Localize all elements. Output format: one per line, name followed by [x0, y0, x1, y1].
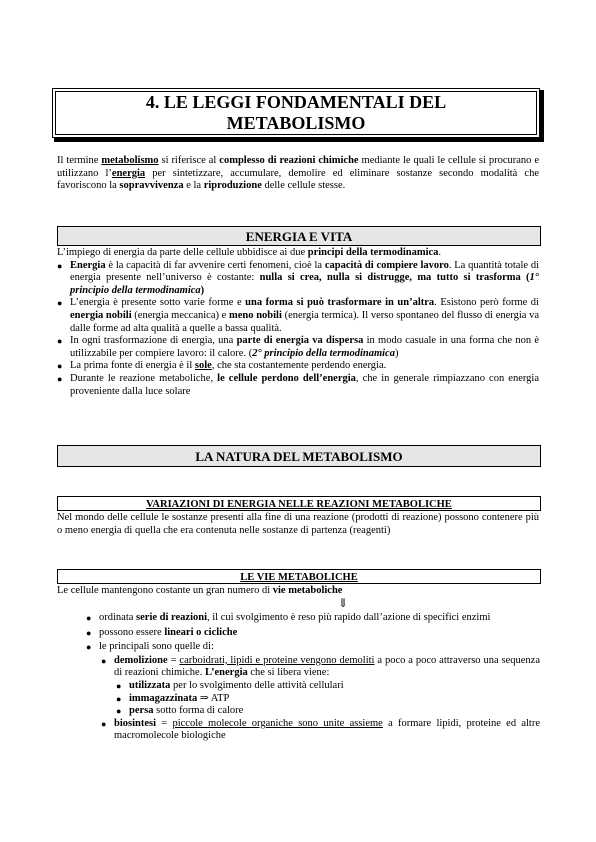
- vie-lead: [57, 585, 539, 598]
- item-bold: lineari o cicliche: [164, 626, 238, 638]
- item-text: che si libera viene:: [247, 667, 330, 679]
- title-box-inner-border: [55, 91, 537, 135]
- intro-text-6: delle cellule stesse.: [261, 180, 346, 192]
- list-item: [86, 612, 540, 625]
- bullet-icon: ●: [86, 627, 92, 638]
- item-bold: energia nobili: [70, 309, 132, 321]
- item-bold: serie di reazioni: [136, 612, 207, 623]
- energia-lead-text: L’impiego di energia da parte delle cellule ubbidisce ai due: [57, 247, 308, 258]
- item-text: ordinata: [99, 612, 137, 623]
- item-text: , il cui svolgimento è reso più rapido dall’azione di specifici enzimi: [207, 612, 491, 623]
- subheading-vie-metaboliche: LE VIE METABOLICHE: [57, 569, 541, 584]
- intro-term-reazioni: complesso di reazioni chimiche: [219, 155, 359, 166]
- list-item: [57, 360, 539, 373]
- item-text: (energia termica). Il verso spontaneo del flusso di energia va dalle forme ad alta qualità a quelle a bassa qualità.: [70, 309, 539, 334]
- list-item: [57, 260, 539, 298]
- list-item: [57, 373, 539, 398]
- item-bold: Energia: [70, 259, 106, 271]
- vie-section-body: [86, 612, 540, 743]
- bullet-icon: ●: [57, 373, 63, 384]
- bullet-icon: ●: [116, 693, 122, 704]
- list-item: [116, 705, 540, 718]
- item-text: La prima fonte di energia è il: [70, 360, 195, 372]
- item-bold: persa: [129, 705, 154, 717]
- variazioni-text: Nel mondo delle cellule le sostanze presenti alla fine di una reazione (prodotti di reazione) possono contenere più o meno energia di quella che era contenuta nelle sostanze di partenza (reagenti): [57, 512, 539, 536]
- list-item-demolizione: [101, 655, 540, 718]
- item-text: ): [394, 347, 399, 359]
- vie-sublist: [101, 655, 540, 743]
- bullet-icon: ●: [116, 680, 122, 691]
- bullet-icon: ●: [57, 298, 63, 309]
- item-bold: nulla si crea, nulla si distrugge, ma tutto si trasforma: [259, 272, 521, 284]
- down-double-arrow-icon: ⇓: [338, 596, 349, 610]
- item-bold: L’energia: [204, 667, 248, 679]
- item-text: sotto forma di calore: [153, 705, 244, 717]
- item-text: possono essere: [99, 626, 165, 638]
- intro-term-metabolismo: metabolismo: [101, 155, 159, 166]
- item-text: , che sta costantemente perdendo energia.: [211, 360, 387, 372]
- list-item: [57, 297, 539, 335]
- intro-term-sopravvivenza: sopravvivenza: [119, 180, 184, 192]
- item-text: ⇒ ATP: [197, 692, 230, 704]
- item-text: per lo svolgimento delle attività cellulari: [170, 679, 344, 691]
- list-item-biosintesi: [101, 718, 540, 743]
- intro-text-3: mediante le quali le cellule si procurano e utilizzano l’: [57, 155, 539, 179]
- bullet-icon: ●: [116, 706, 122, 717]
- item-text: =: [156, 717, 173, 729]
- item-text: in modo casuale in una forma che non è utilizzabile per compiere lavoro: il calore. (: [70, 335, 539, 359]
- section-heading-energia: ENERGIA E VITA: [57, 226, 541, 246]
- intro-text-2: si riferisce al: [158, 155, 220, 166]
- intro-term-riproduzione: riproduzione: [203, 180, 262, 192]
- intro-text-5: e la: [183, 180, 204, 192]
- item-bold: le cellule perdono dell’energia: [217, 372, 356, 384]
- item-bold: una forma si può trasformare in un’altra: [245, 297, 435, 309]
- bullet-icon: ●: [86, 642, 92, 653]
- list-item: [86, 627, 540, 640]
- item-text: L’energia è presente sotto varie forme e: [70, 297, 246, 309]
- list-item: [57, 335, 539, 360]
- item-bold-italic: 2° principio della termodinamica: [252, 347, 395, 359]
- vie-lead-bold: vie metaboliche: [272, 585, 343, 596]
- item-underline: carboidrati, lipidi e proteine vengono demoliti: [179, 654, 375, 666]
- energia-lead: [57, 247, 539, 260]
- item-bold: meno nobili: [229, 309, 282, 321]
- item-text: (energia meccanica) e: [131, 309, 230, 321]
- item-bold: ): [200, 284, 205, 296]
- item-bold: parte di energia va dispersa: [236, 335, 364, 347]
- item-text: , che in generale rimpiazzano con energia proveniente dalla luce solare: [70, 372, 539, 397]
- item-text: . Esistono però forme di: [434, 297, 539, 309]
- intro-paragraph: [57, 155, 539, 193]
- section-heading-natura: LA NATURA DEL METABOLISMO: [57, 445, 541, 467]
- item-text: Durante le reazione metaboliche,: [70, 372, 218, 384]
- item-text: In ogni trasformazione di energia, una: [70, 335, 237, 347]
- subheading-variazioni: VARIAZIONI DI ENERGIA NELLE REAZIONI METABOLICHE: [57, 496, 541, 511]
- intro-term-energia: energia: [111, 167, 146, 179]
- bullet-icon: ●: [101, 655, 107, 666]
- list-item: [86, 641, 540, 743]
- vie-list: [86, 612, 540, 743]
- intro-text-1: Il termine: [57, 155, 102, 166]
- vie-lead-text: Le cellule mantengono costante un gran numero di: [57, 585, 273, 596]
- item-bold-underline: sole: [194, 360, 212, 372]
- bullet-icon: ●: [57, 260, 63, 271]
- item-text: a formare lipidi, proteine ed altre macromolecole biologiche: [114, 717, 540, 742]
- energia-section-body: [57, 247, 539, 398]
- bullet-icon: ●: [57, 361, 63, 372]
- bullet-icon: ●: [57, 336, 63, 347]
- chapter-title-line2: METABOLISMO: [226, 113, 366, 133]
- item-bold: immagazzinata: [129, 692, 198, 704]
- item-text: =: [167, 654, 180, 666]
- chapter-title-line1: 4. LE LEGGI FONDAMENTALI DEL: [145, 92, 447, 112]
- energia-list: [57, 260, 539, 399]
- item-text: . La quantità totale di energia presente nell’universo è costante:: [70, 259, 539, 284]
- item-bold: demolizione: [114, 654, 168, 666]
- item-bold: capacità di compiere lavoro: [324, 259, 449, 271]
- list-item: [116, 680, 540, 693]
- list-item: [116, 693, 540, 706]
- item-text: le principali sono quelle di:: [99, 641, 214, 653]
- item-bold-italic: 1° principio della termodinamica: [70, 272, 539, 296]
- energia-lead-bold: principi della termodinamica: [307, 247, 439, 258]
- item-bold: utilizzata: [129, 679, 171, 691]
- energia-lead-end: .: [438, 247, 442, 258]
- item-text: a poco a poco attraverso una sequenza di reazioni chimiche.: [114, 654, 541, 679]
- energia-fate-list: [116, 680, 540, 718]
- intro-text-4: per sintetizzare, accumulare, demolire ed eliminare sostanze secondo modalità che favoriscono la: [57, 167, 539, 192]
- item-text: è la capacità di far avvenire certi fenomeni, cioè la: [105, 259, 325, 271]
- bullet-icon: ●: [101, 718, 107, 729]
- bullet-icon: ●: [86, 613, 92, 623]
- item-bold: (: [520, 272, 530, 284]
- item-underline: piccole molecole organiche sono unite assieme: [172, 717, 383, 729]
- item-bold: biosintesi: [114, 717, 157, 729]
- chapter-title-box: [52, 88, 540, 138]
